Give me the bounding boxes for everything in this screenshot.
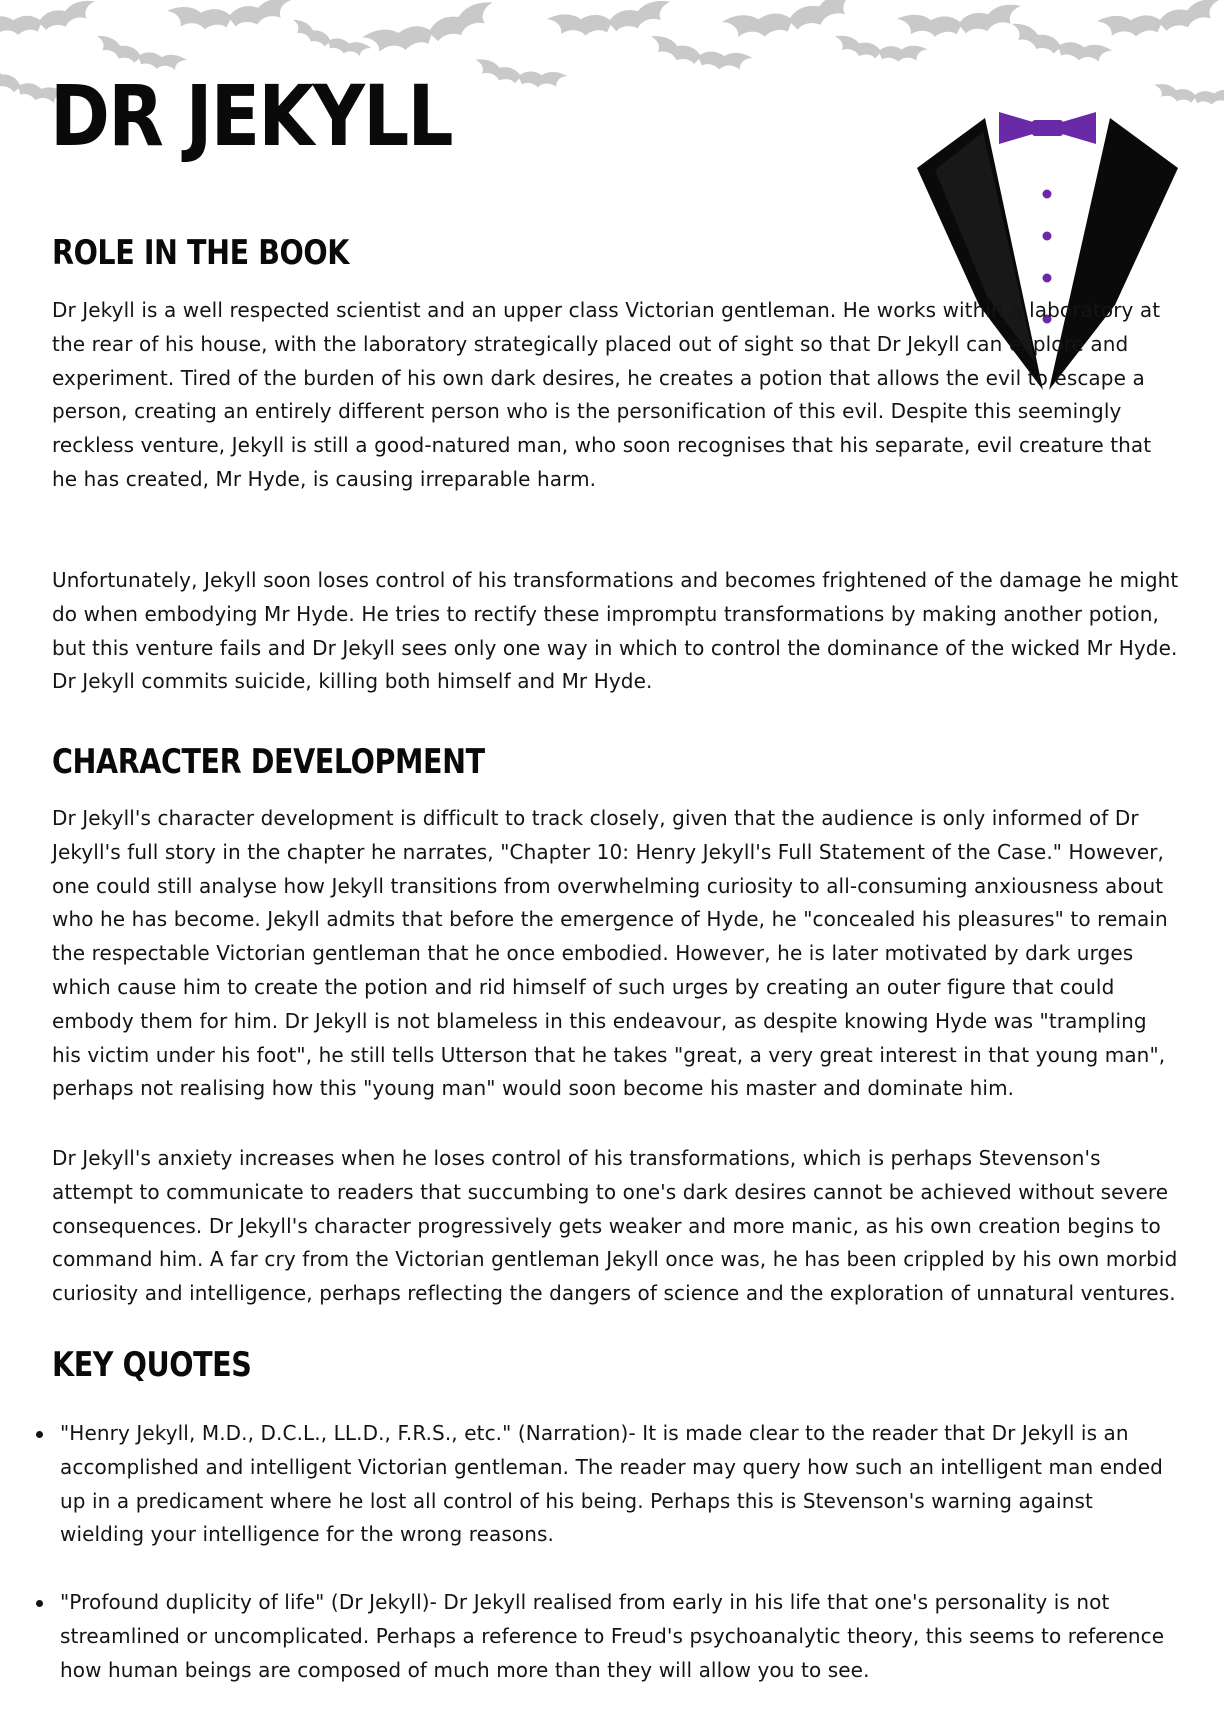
development-paragraph-1: Dr Jekyll's character development is difficult to track closely, given that the audience is only informed of Dr Jekyll's full story in the chapter he narrates, "Chapter 10: Henry Jekyll's Full Statement of the Case." However, one could still analyse how Jekyll transitions from overwhelming curiosity to all-consuming anxiousness about who he has become. Jekyll admits that before the emergence of Hyde, he "concealed his pleasures" to remain the respectable Victorian gentleman that he once embodied. However, he is later motivated by dark urges which cause him to create the potion and rid himself of such urges by creating an outer figure that could embody them for him. Dr Jekyll is not blameless in this endeavour, as despite knowing Hyde was "trampling his victim under his foot", he still tells Utterson that he takes "great, a very great interest in that young man", perhaps not realising how this "young man" would soon become his master and dominate him. — [52, 806, 1168, 1101]
section-heading-role: ROLE IN THE BOOK — [52, 233, 349, 273]
role-paragraph-2: Unfortunately, Jekyll soon loses control of his transformations and becomes frightened of the damage he might do when embodying Mr Hyde. He tries to rectify these impromptu transformations by making another potion, but this venture fails and Dr Jekyll sees only one way in which to control the dominance of the wicked Mr Hyde. Dr Jekyll commits suicide, killing both himself and Mr Hyde. — [52, 568, 1179, 694]
quote-text: "Henry Jekyll, M.D., D.C.L., LL.D., F.R.S., etc." (Narration)- It is made clear to the reader that Dr Jekyll is an accomplished and intelligent Victorian gentleman. The reader may query how such an intelligent man ended up in a predicament where he lost all control of his being. Perhaps this is Stevenson's warning against wielding your intelligence for the wrong reasons. — [60, 1421, 1163, 1547]
bullet-icon — [36, 1431, 43, 1438]
section-heading-quotes: KEY QUOTES — [52, 1345, 252, 1385]
list-item — [60, 1586, 1170, 1687]
section-heading-development: CHARACTER DEVELOPMENT — [52, 742, 485, 782]
list-item — [60, 1417, 1170, 1552]
development-paragraph-2: Dr Jekyll's anxiety increases when he loses control of his transformations, which is perhaps Stevenson's attempt to communicate to readers that succumbing to one's dark desires cannot be achieved without severe consequences. Dr Jekyll's character progressively gets weaker and more manic, as his own creation begins to command him. A far cry from the Victorian gentleman Jekyll once was, he has been crippled by his own morbid curiosity and intelligence, perhaps reflecting the dangers of science and the exploration of unnatural ventures. — [52, 1146, 1178, 1306]
page-title: DR JEKYLL — [50, 67, 452, 165]
role-paragraph-1 — [52, 294, 1182, 497]
role-paragraph-1-text: Dr Jekyll is a well respected scientist and an upper class Victorian gentleman. He works within a laboratory at the rear of his house, with the laboratory strategically placed out of sight so that Dr Jekyll can explore and experiment. Tired of the burden of his own dark desires, he creates a potion that allows the evil to escape a person, creating an entirely different person who is the personification of this evil. Despite this seemingly reckless venture, Jekyll is still a good-natured man, who soon recognises that his separate, evil creature that he has created, Mr Hyde, is causing irreparable harm. — [52, 298, 1161, 491]
quote-text: "Profound duplicity of life" (Dr Jekyll)- Dr Jekyll realised from early in his life that one's personality is not streamlined or uncomplicated. Perhaps a reference to Freud's psychoanalytic theory, this seems to reference how human beings are composed of much more than they will allow you to see. — [60, 1589, 1165, 1682]
key-quotes-list — [60, 1417, 1170, 1721]
bullet-icon — [36, 1600, 43, 1607]
